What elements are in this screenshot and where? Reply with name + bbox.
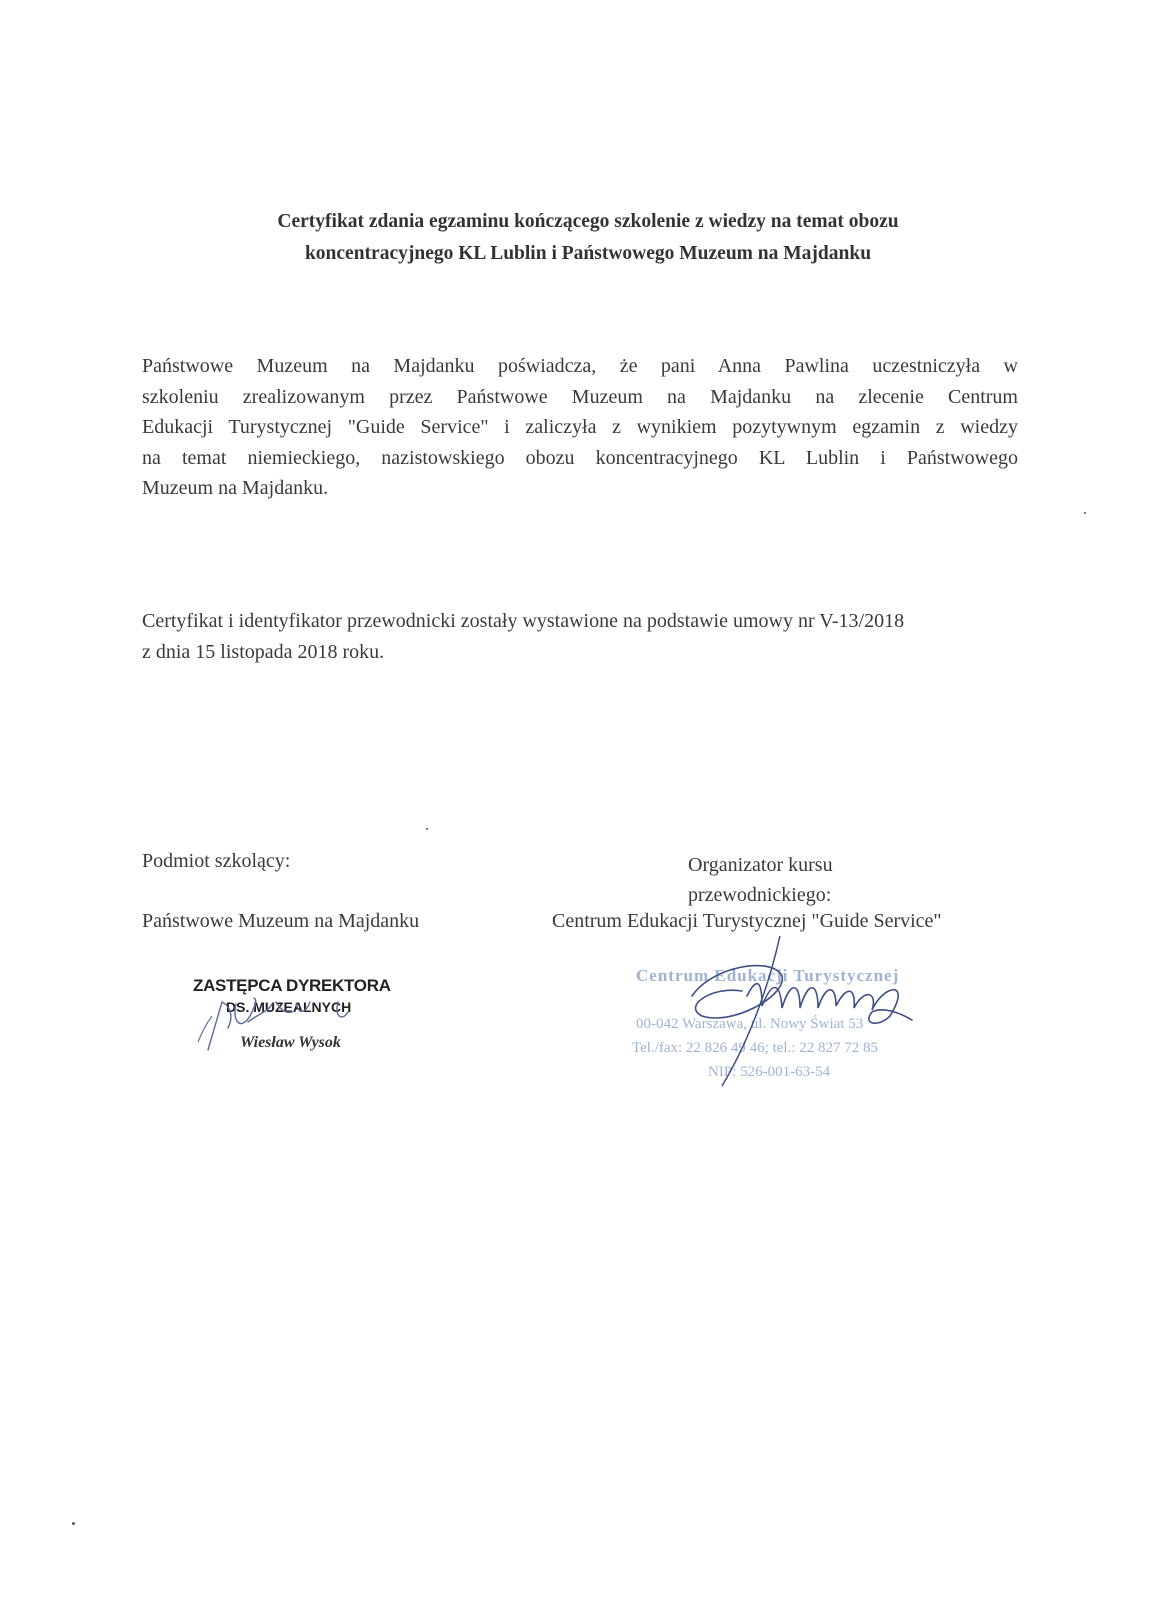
- course-organizer-label-line-2: przewodnickiego:: [688, 884, 832, 906]
- body-line-1: Państwowe Muzeum na Majdanku poświadcza, że pani Anna Pawlina uczestniczyła w: [142, 355, 1018, 377]
- body-line-2: szkoleniu zrealizowanym przez Państwowe Muzeum na Majdanku na zlecenie Centrum: [142, 385, 1018, 408]
- deputy-director-stamp: [188, 972, 428, 1062]
- certificate-title: [120, 206, 1056, 270]
- contract-line-2: z dnia 15 listopada 2018 roku.: [142, 640, 385, 663]
- handwritten-signature-left: [188, 972, 428, 1062]
- body-line-5: Muzeum na Majdanku.: [142, 477, 329, 499]
- scan-speck: [72, 1522, 75, 1525]
- certificate-body: [142, 351, 1018, 504]
- training-entity-name: Państwowe Muzeum na Majdanku: [142, 910, 420, 932]
- organizer-stamp-phone: Tel./fax: 22 826 49 46; tel.: 22 827 72 85: [632, 1040, 879, 1056]
- course-organizer-name: Centrum Edukacji Turystycznej "Guide Service": [552, 910, 942, 932]
- title-line-1: Certyfikat zdania egzaminu kończącego szkolenie z wiedzy na temat obozu: [277, 211, 899, 232]
- training-entity-label: Podmiot szkolący:: [142, 850, 291, 872]
- title-line-2: koncentracyjnego KL Lublin i Państwowego Muzeum na Majdanku: [304, 243, 872, 264]
- stamp-name-line: Wiesław Wysok: [240, 1034, 341, 1051]
- body-line-4: na temat niemieckiego, nazistowskiego obozu koncentracyjnego KL Lublin i Państwowego: [142, 446, 1018, 469]
- contract-line-1: Certyfikat i identyfikator przewodnicki zostały wystawione na podstawie umowy nr V-13/2018: [142, 610, 905, 632]
- organizer-stamp-address: 00-042 Warszawa, ul. Nowy Świat 53: [636, 1016, 864, 1032]
- organizer-stamp-name: Centrum Edukacji Turystycznej: [636, 966, 900, 985]
- handwritten-signature-right: [622, 936, 962, 1106]
- body-line-3: Edukacji Turystycznej "Guide Service" i zaliczyła z wynikiem pozytywnym egzamin z wiedzy: [142, 416, 1018, 438]
- scan-speck: [1084, 512, 1086, 514]
- stamp-title-line: ZASTĘPCA DYREKTORA: [193, 976, 391, 995]
- organizer-stamp: [622, 936, 962, 1106]
- course-organizer-label: [688, 850, 833, 910]
- course-organizer-label-line-1: Organizator kursu: [688, 854, 833, 876]
- scan-speck: [426, 828, 428, 830]
- organizer-stamp-nip: NIP: 526-001-63-54: [708, 1064, 831, 1080]
- stamp-department-line: DS. MUZEALNYCH: [226, 999, 352, 1015]
- contract-paragraph: [142, 606, 1018, 667]
